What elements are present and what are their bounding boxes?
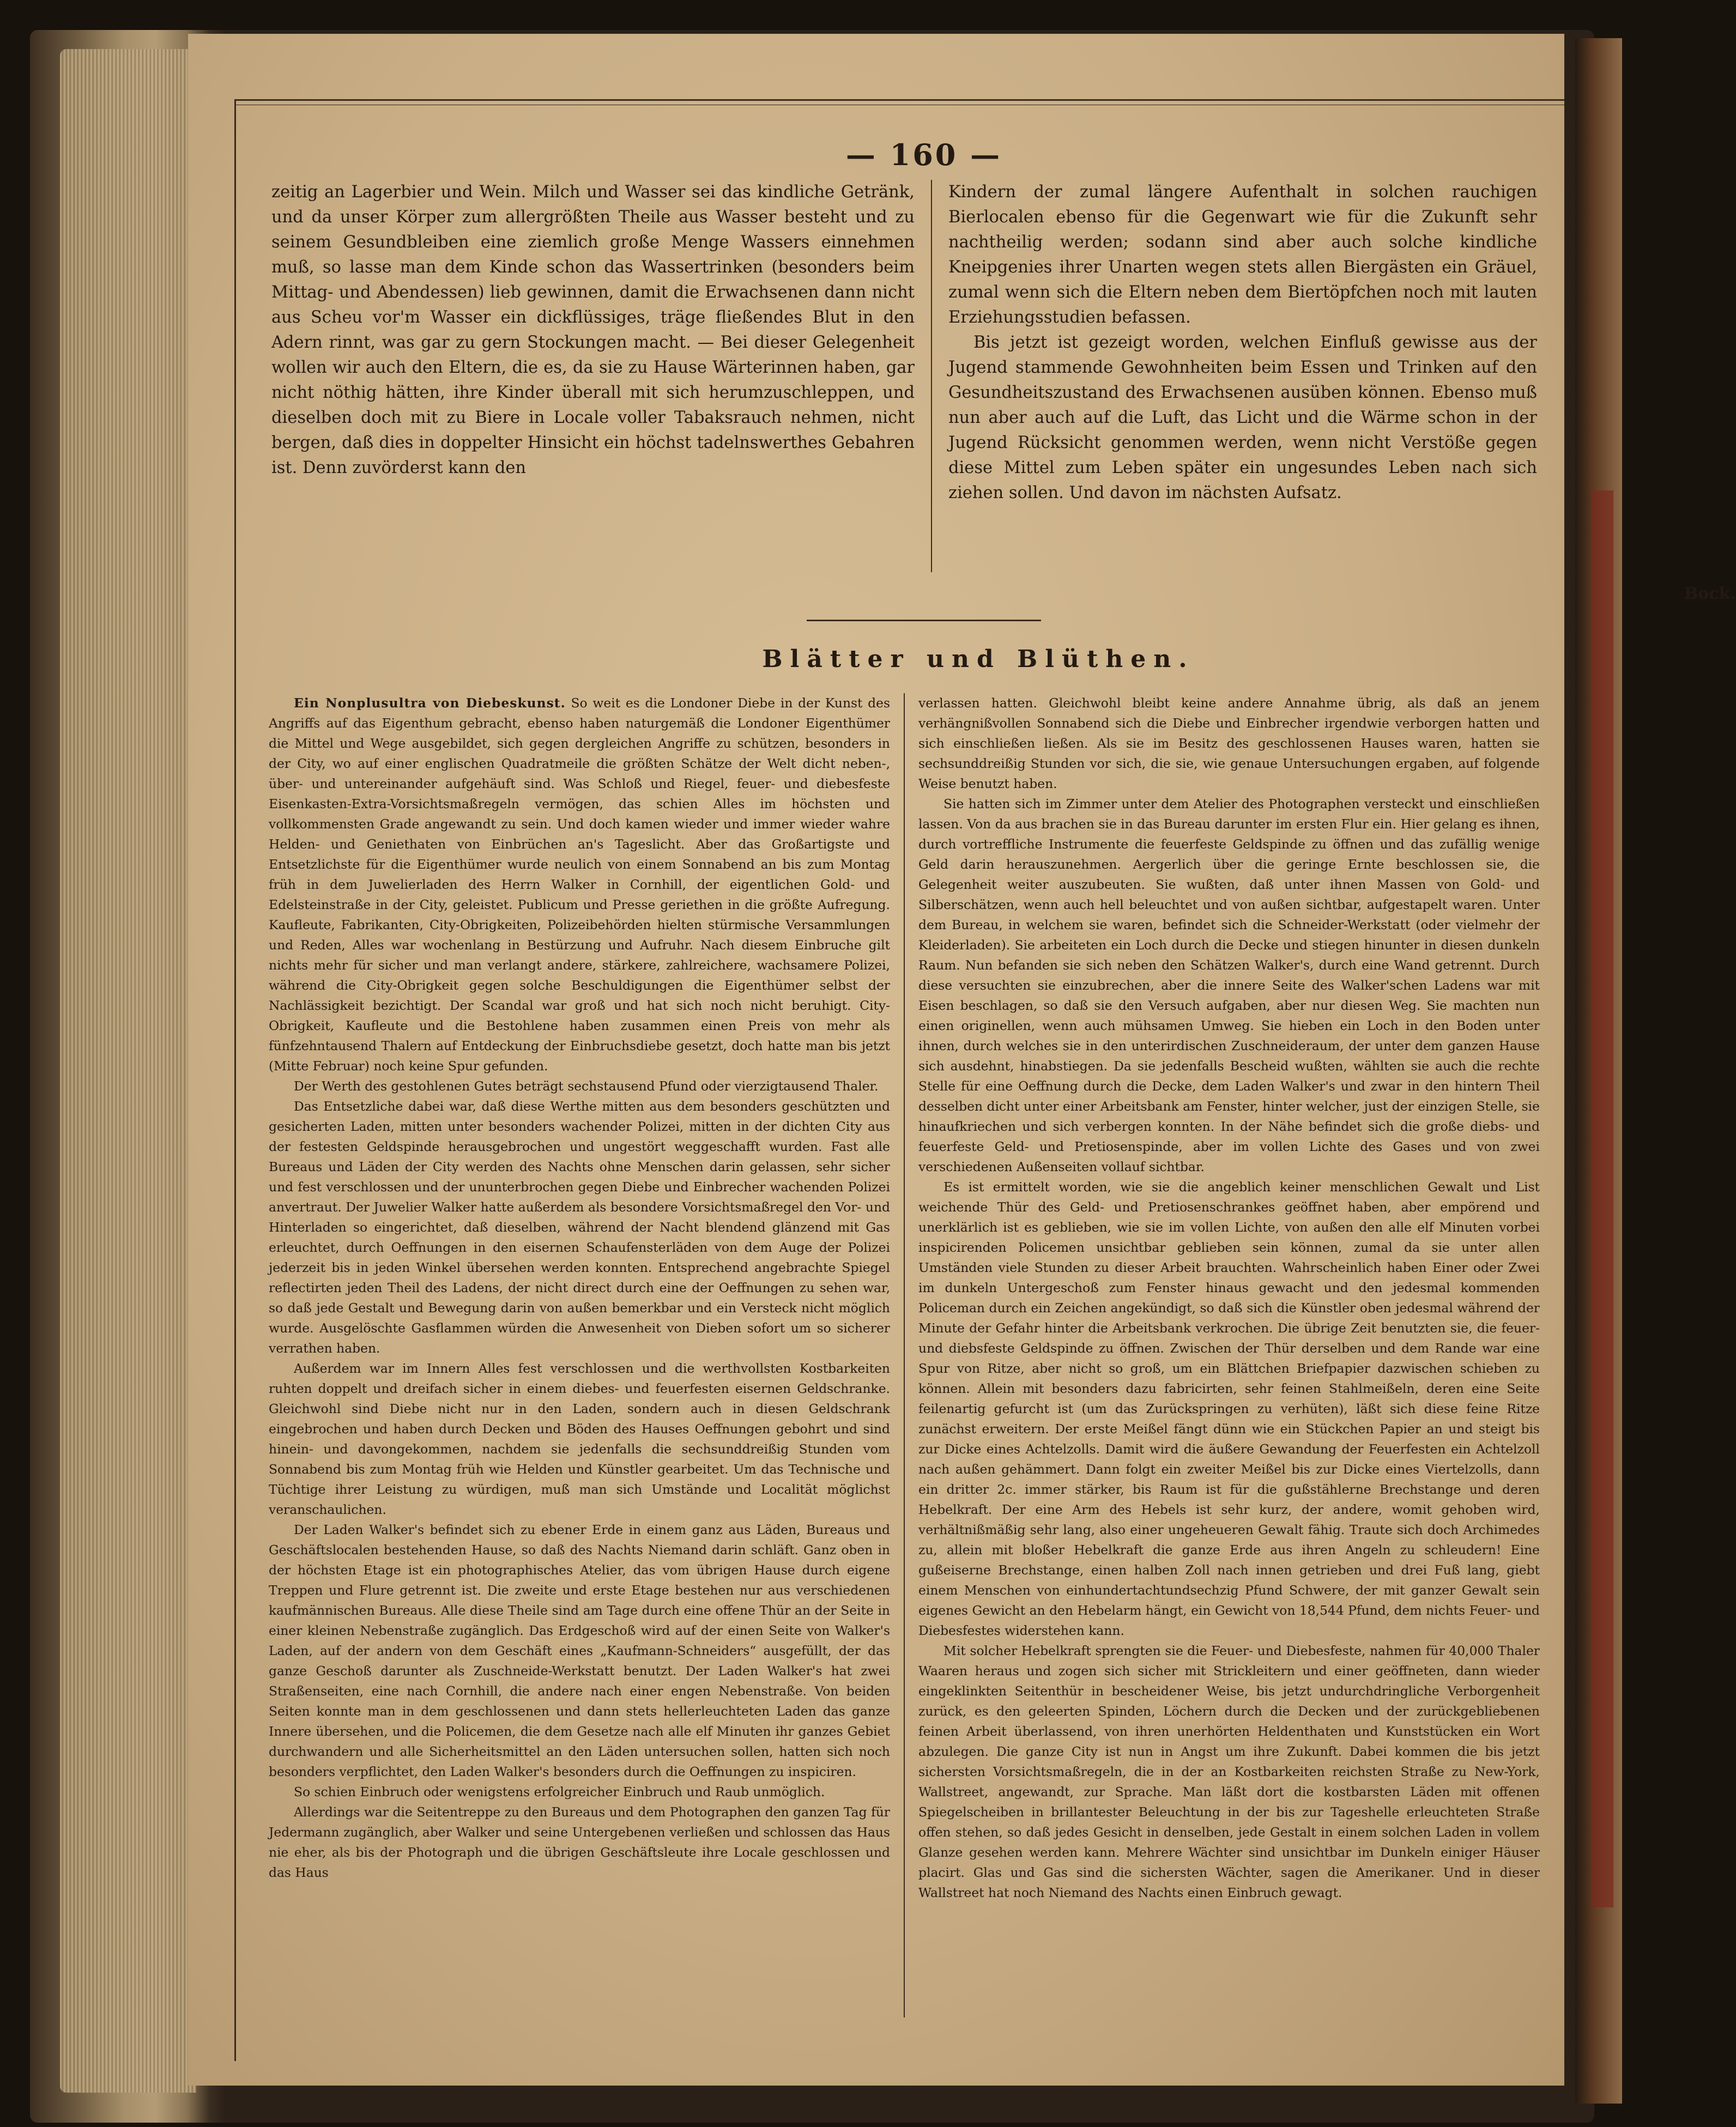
article-paragraph: So weit es die Londoner Diebe in der Kunst des Angriffs auf das Eigenthum gebracht, ebenso haben naturgemäß die Londoner Eigenthümer die Mittel und Wege ausgebildet, sich gegen dergleichen Angriffe zu schützen, besonders in der City, wo auf einer englischen Quadratmeile die größten Schätze der Welt dicht neben-, über- und untereinander aufgehäuft sind. Was Schloß und Riegel, feuer- und diebesfeste Eisenkasten-Extra-Vorsichtsmaßregeln vermögen, das schien Alles im höchsten und vollkommensten Grade angewandt zu sein. Und doch kamen wieder und immer wieder wahre Helden- und Geniethaten von Einbrüchen an's Tageslicht. Aber das Großartigste und Entsetzlichste für die Eigenthümer wurde neulich von einem Sonnabend an bis zum Montag früh in dem Juwelierladen des Herrn Walker in Cornhill, der eigentlichen Gold- und Edelsteinstraße in der City, geleistet. Publicum und Presse geriethen in die größte Aufregung. Kaufleute, Fabrikanten, City-Obrigkeiten, Polizeibehörden hielten stürmische Versammlungen und Reden, Alles war wochenlang in Bestürzung und Aufruhr. Nach diesem Einbruche gilt nichts mehr für sicher und man verlangt andere, stärkere, zahlreichere, wachsamere Polizei, während die City-Obrigkeit gegen solche Beschuldigungen die Eigenthümer selbst der Nachlässigkeit bezichtigt. Der Scandal war groß und hat sich noch nicht beruhigt. City-Obrigkeit, Kaufleute und die Bestohlene haben zusammen einen Preis von mehr als fünfzehntausend Thalern auf Entdeckung der Einbruchsdiebe gesetzt, doch hatte man bis jetzt (Mitte Februar) noch keine Spur gefunden. <box>269 695 891 1074</box>
article-paragraph: Der Werth des gestohlenen Gutes beträgt sechstausend Pfund oder vierzigtausend Thaler. <box>294 1078 879 1094</box>
author-signature: Bock. <box>1684 584 1736 603</box>
page-number: — 160 — <box>845 137 1002 172</box>
adjacent-page-illustration <box>1592 490 1613 1907</box>
top-border-rule <box>234 99 1564 101</box>
essay-paragraph: Kindern der zumal längere Aufenthalt in solchen rauchigen Bierlocalen ebenso für die Gegenwart wie für die Zukunft sehr nachtheilig werden; sodann sind aber auch solche kindliche Kneipgenies ihrer Unarten wegen stets allen Biergästen ein Gräuel, zumal wenn sich die Eltern neben dem Biertöpfchen noch mit lauten Erziehungsstudien befassen. <box>948 183 1537 327</box>
section-title: Blätter und Blüthen. <box>762 645 1195 673</box>
article-paragraph: Sie hatten sich im Zimmer unter dem Atelier des Photographen versteckt und einschließen lassen. Von da aus brachen sie in das Bureau darunter im ersten Flur ein. Hier gelang es ihnen, durch vortreffliche Instrumente die feuerfeste Geldspinde zu öffnen und das zufällig wenige Geld darin herauszunehmen. Aergerlich über die geringe Ernte beschlossen sie, die Gelegenheit weiter auszubeuten. Sie wußten, daß unter ihnen Massen von Gold- und Silberschätzen, wenn auch hell beleuchtet und von außen sichtbar, aufgestapelt waren. Unter dem Bureau, in welchem sie waren, befindet sich die Schneider-Werkstatt (oder vielmehr der Kleiderladen). Sie arbeiteten ein Loch durch die Decke und stiegen hinunter in diesen dunkeln Raum. Nun befanden sie sich neben den Schätzen Walker's, durch eine Wand getrennt. Durch diese versuchten sie einzubrechen, aber die innere Seite des Walker'schen Ladens war mit Eisen beschlagen, so daß sie den Versuch aufgaben, aber nur diesen Weg. Sie machten nun einen originellen, wenn auch mühsamen Umweg. Sie hieben ein Loch in den Boden unter ihnen, durch welches sie in den unterirdischen Zuschneideraum, der unter dem ganzen Hause sich ausdehnt, hinabstiegen. Da sie jedenfalls Bescheid wußten, wählten sie auch die rechte Stelle für eine Oeffnung durch die Decke, dem Laden Walker's und zwar in den hintern Theil desselben dicht unter einer Arbeitsbank am Fenster, hinter welcher, just der einzigen Stelle, sie hinaufkriechen und sich verbergen konnten. In der Nähe befindet sich die große diebs- und feuerfeste Geld- und Pretiosenspinde, aber im vollen Lichte des Gases und von zwei verschiedenen Außenseiten vollauf sichtbar. <box>918 796 1540 1174</box>
column-divider-bottom <box>904 693 905 2017</box>
article-paragraph: Mit solcher Hebelkraft sprengten sie die Feuer- und Diebesfeste, nahmen für 40,000 Thaler Waaren heraus und zogen sich sicher mit Strickleitern und einer geöffneten, dann wieder eingeklinkten Seitenthür in bescheidener Weise, bis jetzt undurchdringliche Verborgenheit zurück, es den geleerten Spinden, Löchern durch die Decken und der zurückgebliebenen feinen Arbeit überlassend, von ihren unerhörten Heldenthaten und Kunststücken ein Wort abzulegen. Die ganze City ist nun in Angst um ihre Zukunft. Dabei kommen die bis jetzt sichersten Vorsichtsmaßregeln, die in der an Kostbarkeiten reichsten Straße zu New-York, Wallstreet, angewandt, zur Sprache. Man läßt dort die kostbarsten Läden mit offenen Spiegelscheiben in brillantester Beleuchtung in der bis zur Tageshelle erleuchteten Straße offen stehen, so daß jedes Gesicht in denselben, jede Gestalt in einem solchen Laden in vollem Glanze gesehen werden kann. Mehrere Wächter sind unsichtbar im Dunkeln einiger Häuser placirt. Glas und Gas sind die sichersten Wächter, sagen die Amerikaner. Und in dieser Wallstreet hat noch Niemand des Nachts einen Einbruch gewagt. <box>918 1643 1540 1900</box>
article-paragraph: Es ist ermittelt worden, wie sie die angeblich keiner menschlichen Gewalt und List weichende Thür des Geld- und Pretiosenschrankes geöffnet haben, aber empörend und unerklärlich ist es geblieben, wie sie im vollen Lichte, von außen den alle elf Minuten vorbei inspicirenden Policemen unsichtbar geblieben sein können, zumal da sie unter allen Umständen viele Stunden zu dieser Arbeit brauchten. Wahrscheinlich haben Einer oder Zwei im dunkeln Untergeschoß zum Fenster hinaus gewacht und den jedesmal kommenden Policeman durch ein Zeichen angekündigt, so daß sich die Künstler oben jedesmal während der Minute der Gefahr hinter die Arbeitsbank verkrochen. Die übrige Zeit benutzten sie, die feuer- und diebsfeste Geldspinde zu öffnen. Zwischen der Thür derselben und dem Rande war eine Spur von Ritze, aber nicht so groß, um ein Blättchen Briefpapier dazwischen schieben zu können. Allein mit besonders dazu fabricirten, sehr feinen Stahlmeißeln, deren eine Seite feilenartig gefurcht ist (um das Zurückspringen zu verhüten), läßt sich diese feine Ritze zunächst erweitern. Der erste Meißel fängt dünn wie ein Stückchen Papier an und steigt bis zur Dicke eines Achtelzolls. Damit wird die äußere Gewandung der Feuerfesten ein Achtelzoll nach außen gehämmert. Dann folgt ein zweiter Meißel bis zur Dicke eines Viertelzolls, dann ein dritter 2c. immer stärker, bis Raum ist für die gußstählerne Brechstange und deren Hebelkraft. Der eine Arm des Hebels ist sehr kurz, der andere, womit gehoben wird, verhältnißmäßig sehr lang, also einer ungeheueren Gewalt fähig. Traute sich doch Archimedes zu, allein mit bloßer Hebelkraft die ganze Erde aus ihren Angeln zu schleudern! Eine gußeiserne Brechstange, einen halben Zoll nach innen getrieben und drei Fuß lang, giebt einem Menschen von einhundertachtundsechzig Pfund Schwere, der mit ganzer Gewalt sein eigenes Gewicht an den Hebelarm hängt, ein Gewicht von 18,544 Pfund, dem nichts Feuer- und Diebesfestes widerstehen kann. <box>918 1179 1540 1638</box>
article-paragraph: Allerdings war die Seitentreppe zu den Bureaus und dem Photographen den ganzen Tag für Jedermann zugänglich, aber Walker und seine Untergebenen verließen und schlossen das Haus nie eher, als bis der Photograph und die übrigen Geschäftsleute ihre Locale geschlossen und das Haus <box>269 1804 890 1880</box>
essay-column-left: zeitig an Lagerbier und Wein. Milch und Wasser sei das kindliche Getränk, und da unser Körper zum allergrößten Theile aus Wasser besteht und zu seinem Gesundbleiben eine ziemlich große Menge Wassers einnehmen muß, so lasse man dem Kinde schon das Wassertrinken (besonders beim Mittag- und Abendessen) lieb gewinnen, damit die Erwachsenen dann nicht aus Scheu vor'm Wasser ein dickflüssiges, träge fließendes Blut in den Adern rinnt, was gar zu gern Stockungen macht. — Bei dieser Gelegenheit wollen wir auch den Eltern, die es, da sie zu Hause Wärterinnen haben, gar nicht nöthig hätten, ihre Kinder überall mit sich herumzuschleppen, und dieselben doch mit zu Biere in Locale voller Tabaksrauch nehmen, nicht bergen, daß dies in doppelter Hinsicht ein höchst tadelnswerthes Gebahren ist. Denn zuvörderst kann den <box>271 183 915 477</box>
article-paragraph: Außerdem war im Innern Alles fest verschlossen und die werthvollsten Kostbarkeiten ruhten doppelt und dreifach sicher in einem diebes- und feuerfesten eisernen Geldschranke. Gleichwohl sind Diebe nicht nur in den Laden, sondern auch in diesen Geldschrank eingebrochen und haben durch Decken und Böden des Hauses Oeffnungen gebohrt und sind hinein- und davongekommen, nachdem sie jedenfalls die sechsunddreißig Stunden vom Sonnabend bis zum Montag früh wie Helden und Künstler gearbeitet. Um das Technische und Tüchtige ihrer Leistung zu würdigen, muß man sich Umstände und Localität möglichst veranschaulichen. <box>269 1361 890 1517</box>
essay-column-right <box>948 180 1537 506</box>
article-headline: Ein Nonplusultra von Diebeskunst. <box>294 695 566 711</box>
article-paragraph: So schien Einbruch oder wenigstens erfolgreicher Einbruch und Raub unmöglich. <box>294 1784 825 1799</box>
article-column-right <box>918 693 1540 1903</box>
section-separator-rule <box>807 620 1041 621</box>
column-divider-top <box>931 180 932 572</box>
article-paragraph: verlassen hatten. Gleichwohl bleibt keine andere Annahme übrig, als daß an jenem verhängnißvollen Sonnabend sich die Diebe und Einbrecher irgendwie verborgen hatten und sich einschließen ließen. Als sie im Besitz des geschlossenen Hauses waren, hatten sie sechsunddreißig Stunden vor sich, die sie, wie genaue Untersuchungen ergaben, auf folgende Weise benutzt haben. <box>918 695 1540 791</box>
book-page <box>188 34 1736 2086</box>
article-paragraph: Der Laden Walker's befindet sich zu ebener Erde in einem ganz aus Läden, Bureaus und Geschäftslocalen bestehenden Hause, so daß des Nachts Niemand darin schläft. Ganz oben in der höchsten Etage ist ein photographisches Atelier, das vom übrigen Hause durch eigene Treppen und Flure getrennt ist. Die zweite und erste Etage bestehen nur aus verschiedenen kaufmännischen Bureaus. Alle diese Theile sind am Tage durch eine offene Thür an der Seite in einer kleinen Nebenstraße zugänglich. Das Erdgeschoß wird auf der einen Seite von Walker's Laden, auf der andern von dem Geschäft eines „Kaufmann-Schneiders“ ausgefüllt, der das ganze Geschoß darunter als Zuschneide-Werkstatt benutzt. Der Laden Walker's hat zwei Straßenseiten, eine nach Cornhill, die andere nach einer engen Nebenstraße. Von beiden Seiten konnte man in dem geschlossenen und dann stets hellerleuchteten Laden das ganze Innere übersehen, und die Policemen, die dem Gesetze nach alle elf Minuten ihr ganzes Gebiet durchwandern und alle Sicherheitsmittel an den Läden untersuchen sollen, hatten sich noch besonders verpflichtet, den Laden Walker's besonders durch die Oeffnungen zu inspiciren. <box>269 1522 890 1779</box>
essay-paragraph: Bis jetzt ist gezeigt worden, welchen Einfluß gewisse aus der Jugend stammende Gewohnheiten beim Essen und Trinken auf den Gesundheitszustand des Erwachsenen ausüben können. Ebenso muß nun aber auch auf die Luft, das Licht und die Wärme schon in der Jugend Rücksicht genommen werden, wenn nicht Verstöße gegen diese Mittel zum Leben später ein ungesundes Leben nach sich ziehen sollen. Und davon im nächsten Aufsatz. <box>948 333 1537 502</box>
article-paragraph: Das Entsetzliche dabei war, daß diese Werthe mitten aus dem besonders geschützten und gesicherten Laden, mitten unter besonders wachender Polizei, mitten in der dichten City aus der festesten Geldspinde herausgebrochen und ungestört weggeschafft wurden. Fast alle Bureaus und Läden der City werden des Nachts ohne Menschen darin gelassen, sehr sicher und fest verschlossen und der ununterbrochen gegen Diebe und Einbrecher wachenden Polizei anvertraut. Der Juwelier Walker hatte außerdem als besondere Vorsichtsmaßregel den Vor- und Hinterladen so eingerichtet, daß dieselben, während der Nacht blendend glänzend mit Gas erleuchtet, durch Oeffnungen in den eisernen Schaufensterläden von dem Auge der Polizei jederzeit bis in jeden Winkel übersehen werden konnten. Entsprechend angebrachte Spiegel reflectirten jeden Theil des Ladens, der nicht direct durch eine der Oeffnungen zu sehen war, so daß jede Gestalt und Bewegung darin von außen bemerkbar und ein Versteck nicht möglich wurde. Ausgelöschte Gasflammen würden die Anwesenheit von Dieben sofort um so sicherer verrathen haben. <box>269 1099 890 1356</box>
article-column-left <box>269 693 890 1883</box>
page-edges <box>60 49 196 2093</box>
left-border-rule <box>234 99 236 2061</box>
